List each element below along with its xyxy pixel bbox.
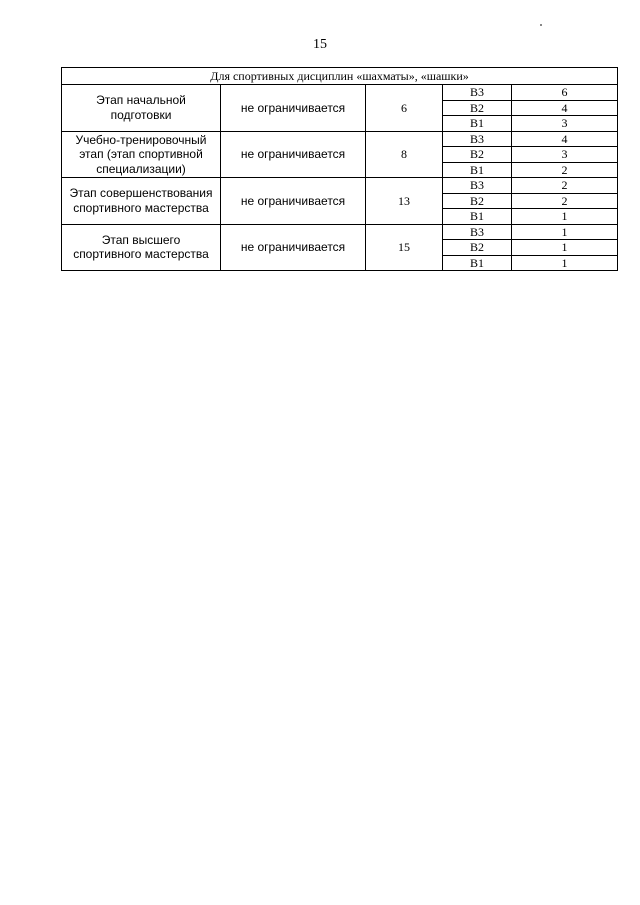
- scan-speck: [540, 24, 542, 26]
- category-value: 6: [512, 85, 618, 101]
- stage-name: [62, 85, 221, 132]
- category-code: В2: [443, 193, 512, 209]
- category-code: В3: [443, 178, 512, 194]
- category-code: В2: [443, 240, 512, 256]
- category-code: В1: [443, 162, 512, 178]
- page-number: 15: [313, 37, 327, 52]
- stage-limit: не ограничивается: [221, 178, 366, 225]
- section-title: Для спортивных дисциплин «шахматы», «шашки»: [62, 68, 618, 85]
- category-value: 4: [512, 131, 618, 147]
- category-value: 1: [512, 224, 618, 240]
- category-code: В3: [443, 131, 512, 147]
- category-value: 2: [512, 193, 618, 209]
- table-row: [62, 131, 618, 147]
- category-code: В1: [443, 209, 512, 225]
- stage-name-line: Этап высшего: [101, 232, 181, 247]
- category-value: 1: [512, 209, 618, 225]
- category-value: 3: [512, 147, 618, 163]
- stage-limit: не ограничивается: [221, 85, 366, 132]
- stage-number: 8: [366, 131, 443, 178]
- category-code: В1: [443, 255, 512, 271]
- stage-name-line: Учебно-тренировочный: [75, 132, 207, 147]
- stage-limit: не ограничивается: [221, 224, 366, 271]
- category-value: 2: [512, 162, 618, 178]
- category-code: В2: [443, 147, 512, 163]
- category-value: 4: [512, 100, 618, 116]
- category-value: 1: [512, 240, 618, 256]
- stage-name: [62, 224, 221, 271]
- stage-name-line: Этап совершенствования: [69, 186, 213, 201]
- stage-name-line: этап (этап спортивной: [79, 147, 203, 161]
- category-code: В3: [443, 85, 512, 101]
- stage-name-line: спортивного мастерства: [73, 200, 209, 215]
- stage-name-line: специализации): [96, 161, 186, 176]
- stage-name-line: подготовки: [110, 107, 172, 122]
- stage-name-line: спортивного мастерства: [73, 247, 209, 262]
- stage-limit: не ограничивается: [221, 131, 366, 178]
- table-row: [62, 224, 618, 240]
- table-row: [62, 85, 618, 101]
- stage-number: 13: [366, 178, 443, 225]
- stage-name: [62, 131, 221, 178]
- section-header-row: [62, 68, 618, 85]
- category-value: 2: [512, 178, 618, 194]
- category-value: 1: [512, 255, 618, 271]
- requirements-table: [61, 67, 618, 271]
- stage-number: 15: [366, 224, 443, 271]
- table-row: [62, 178, 618, 194]
- category-code: В2: [443, 100, 512, 116]
- category-value: 3: [512, 116, 618, 132]
- category-code: В3: [443, 224, 512, 240]
- stage-name: [62, 178, 221, 225]
- stage-name-line: Этап начальной: [96, 93, 186, 108]
- category-code: В1: [443, 116, 512, 132]
- stage-number: 6: [366, 85, 443, 132]
